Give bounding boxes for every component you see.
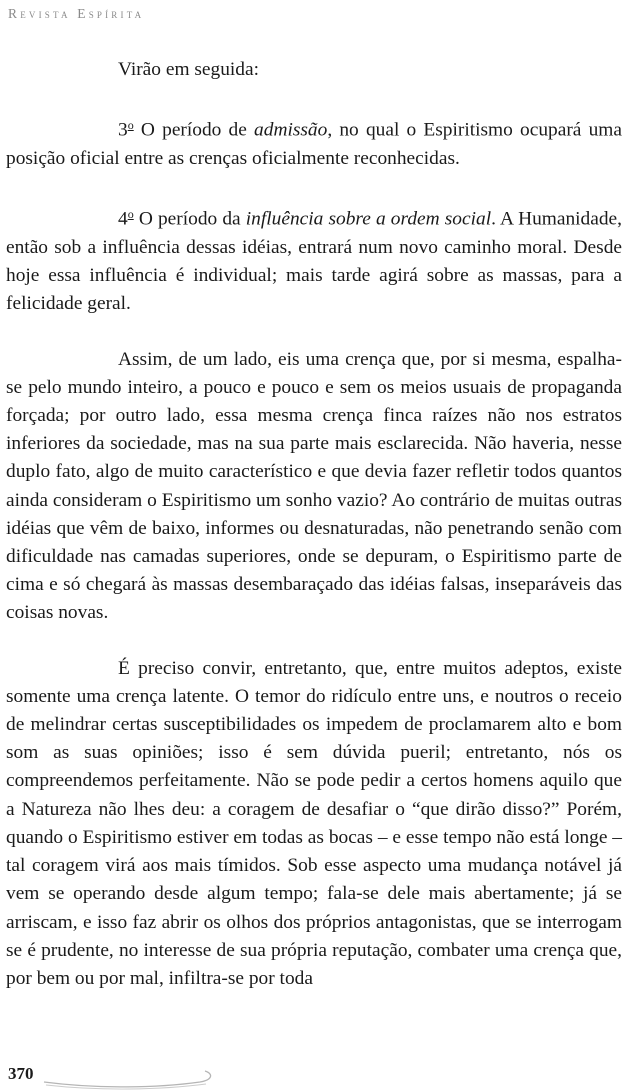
text-run: . A Humanidade, então sob a influência dessas idéias, entrará num novo caminho moral. Desde hoje essa influência é individual; mais tarde agirá sobre as massas, para a felicidade geral. <box>6 208 622 315</box>
running-header: Revista Espírita <box>8 6 145 21</box>
paragraph-fourth-period <box>6 200 622 318</box>
paragraph-latent-belief: É preciso convir, entretanto, que, entre muitos adeptos, existe somente uma crença latente. O temor do ridículo entre uns, e noutros o receio de melindrar certas susceptibilidades os impedem de proclamarem alto e bom som as suas opiniões; isso é sem dúvida pueril; entretanto, nós os compreendemos perfeitamente. Não se pode pedir a certos homens aquilo que a Natureza não lhes deu: a coragem de desafiar o “que dirão disso?” Porém, quando o Espiritismo estiver em todas as bocas – e esse tempo não está longe – tal coragem virá aos mais tímidos. Sob esse aspecto uma mudança notável já vem se operando desde algum tempo; fala-se dele mais abertamente; já se arriscam, e isso faz abrir os olhos dos próprios antagonistas, que se interrogam se é prudente, no interesse de sua própria reputação, combater uma crença que, por bem ou por mal, infiltra-se por toda <box>6 657 622 989</box>
paragraph-third-period <box>6 111 622 173</box>
paragraph-intro: Virão em seguida: <box>118 59 259 80</box>
ordinal-number: 4 <box>118 208 128 230</box>
footer-flourish <box>0 1062 240 1090</box>
text-run: O período de <box>133 119 255 141</box>
ordinal-indicator: o <box>127 207 134 222</box>
page-number: 370 <box>8 1064 34 1083</box>
paragraph-belief-spread: Assim, de um lado, eis uma crença que, por si mesma, espalha-se pelo mundo inteiro, a pouco e pouco e sem os meios usuais de propaganda forçada; por outro lado, essa mesma crença finca raízes não nos estratos inferiores da sociedade, mas na sua parte mais esclarecida. Não haveria, nesse duplo fato, algo de muito característico e que devia fazer refletir todos quantos ainda consideram o Espiritismo um sonho vazio? Ao contrário de muitas outras idéias que vêm de baixo, informes ou desnaturadas, não penetrando senão com dificuldade nas camadas superiores, onde se depuram, o Espiritismo parte de cima e só chegará às massas desembaraçado das idéias falsas, inseparáveis das coisas novas. <box>6 348 622 624</box>
ordinal-number: 3 <box>118 119 128 141</box>
text-run: O período da <box>133 208 246 230</box>
text-run: , no qual o Espiritismo ocupará uma posição oficial entre as crenças oficialmente reconhecidas. <box>6 119 622 170</box>
body-text <box>6 56 622 993</box>
emphasis: admissão <box>254 119 328 141</box>
emphasis: influência sobre a ordem social <box>245 208 492 230</box>
ordinal-indicator: o <box>127 118 134 133</box>
